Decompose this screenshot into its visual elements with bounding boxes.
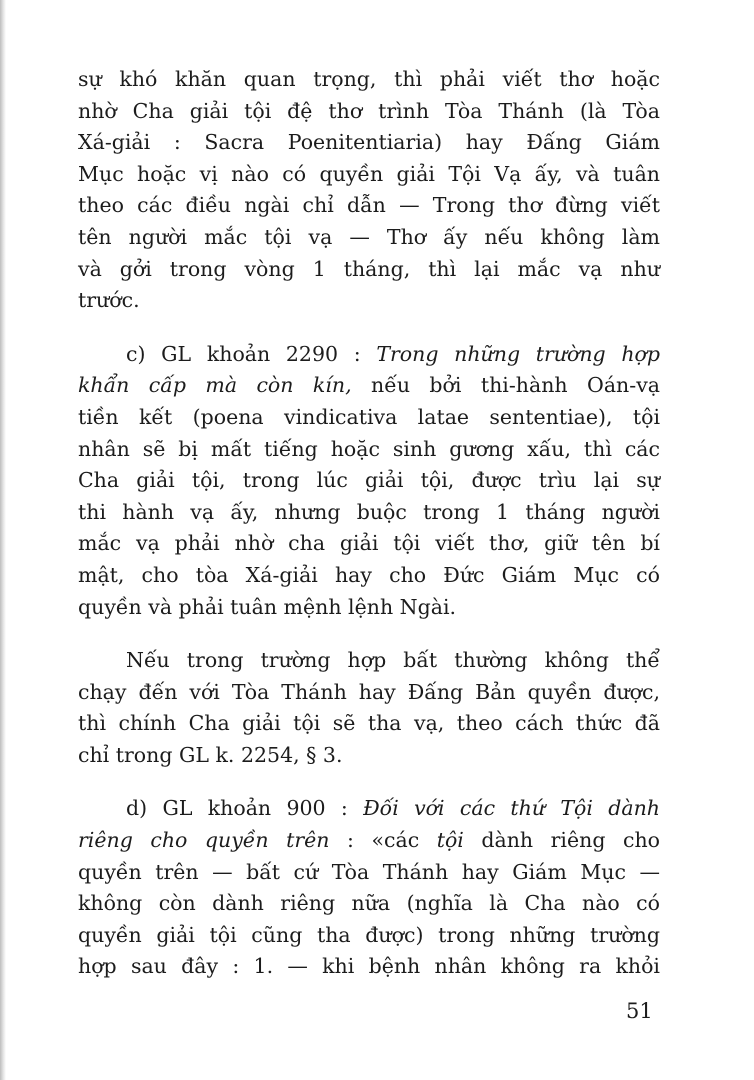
text-run: Nếu trong trường hợp bất thường không thể — [126, 648, 660, 673]
text-run: quyền trên — bất cứ Tòa Thánh hay Giám Mục — — [78, 859, 660, 884]
text-run: quyền và phải tuân mệnh lệnh Ngài. — [78, 594, 457, 619]
text-run: hợp sau đây : 1. — khi bệnh nhân không ra khỏi — [78, 954, 660, 979]
text-line — [78, 222, 660, 254]
text-run: mật, cho tòa Xá-giải hay cho Đức Giám Mục có — [78, 562, 660, 587]
text-line — [78, 465, 660, 497]
paragraph-c — [78, 339, 660, 623]
text-line — [78, 560, 660, 592]
italic-run: khẩn cấp mà còn kín, — [78, 373, 352, 398]
paragraph-continuation — [78, 64, 660, 317]
paragraph-d — [78, 793, 660, 983]
text-run: trước. — [78, 288, 140, 313]
paragraph-gap — [78, 623, 660, 645]
text-run: nhờ Cha giải tội đệ thơ trình Tòa Thánh (là Tòa — [78, 98, 660, 123]
text-line — [78, 96, 660, 128]
text-run: sự khó khăn quan trọng, thì phải viết thơ hoặc — [78, 67, 660, 91]
page-body — [78, 64, 660, 983]
text-line — [78, 951, 660, 983]
text-line — [78, 528, 660, 560]
text-run: Mục hoặc vị nào có quyền giải Tội Vạ ấy, và tuân — [78, 161, 660, 186]
text-run: Cha giải tội, trong lúc giải tội, được trìu lại sự — [78, 468, 660, 493]
text-run: chạy đến với Tòa Thánh hay Đấng Bản quyền được, — [78, 679, 660, 704]
text-line — [78, 254, 660, 286]
italic-run: tội — [436, 828, 464, 853]
text-line — [78, 888, 660, 920]
text-run: không còn dành riêng nữa (nghĩa là Cha nào có — [78, 891, 660, 916]
text-line — [78, 592, 660, 624]
text-line — [78, 127, 660, 159]
text-run: tiền kết (poena vindicativa latae sententiae), tội — [78, 404, 660, 429]
text-line — [78, 285, 660, 317]
text-line — [78, 920, 660, 952]
paragraph-gap — [78, 771, 660, 793]
text-line — [78, 740, 660, 772]
text-run: tên người mắc tội vạ — Thơ ấy nếu không làm — [78, 224, 660, 249]
text-line — [78, 825, 660, 857]
text-line — [78, 645, 660, 677]
italic-run: riêng cho quyền trên — [78, 828, 330, 853]
text-run: nhân sẽ bị mất tiếng hoặc sinh gương xấu, thì các — [78, 436, 660, 461]
text-run: thi hành vạ ấy, nhưng buộc trong 1 tháng người — [78, 499, 660, 524]
paragraph-exception — [78, 645, 660, 771]
text-run: theo các điều ngài chỉ dẫn — Trong thơ đừng viết — [78, 193, 660, 218]
text-line — [78, 402, 660, 434]
paragraph-gap — [78, 317, 660, 339]
text-run: d) GL khoản 900 : — [126, 796, 364, 821]
italic-run: Trong những trường hợp — [376, 341, 660, 366]
text-run: và gởi trong vòng 1 tháng, thì lại mắc vạ như — [78, 256, 660, 281]
text-line — [78, 793, 660, 825]
text-line — [78, 159, 660, 191]
text-line — [78, 370, 660, 402]
text-line — [78, 64, 660, 96]
text-line — [78, 434, 660, 466]
italic-run: Đối với các thứ Tội dành — [363, 796, 661, 821]
text-run: quyền giải tội cũng tha được) trong những trường — [78, 922, 660, 947]
text-run: dành riêng cho — [463, 828, 660, 853]
text-line — [78, 339, 660, 371]
page-binding-edge — [0, 0, 6, 1080]
text-line — [78, 190, 660, 222]
text-run: Xá-giải : Sacra Poenitentiaria) hay Đấng Giám — [78, 130, 660, 155]
text-run: c) GL khoản 2290 : — [126, 341, 377, 366]
text-run: thì chính Cha giải tội sẽ tha vạ, theo cách thức đã — [78, 711, 660, 736]
text-run: chỉ trong GL k. 2254, § 3. — [78, 742, 343, 767]
text-run: : «các — [329, 828, 437, 853]
text-line — [78, 708, 660, 740]
text-run: mắc vạ phải nhờ cha giải tội viết thơ, giữ tên bí — [78, 531, 660, 556]
text-line — [78, 857, 660, 889]
page-number: 51 — [626, 999, 653, 1023]
text-line — [78, 677, 660, 709]
text-line — [78, 497, 660, 529]
text-run: nếu bởi thi-hành Oán-vạ — [351, 373, 660, 398]
